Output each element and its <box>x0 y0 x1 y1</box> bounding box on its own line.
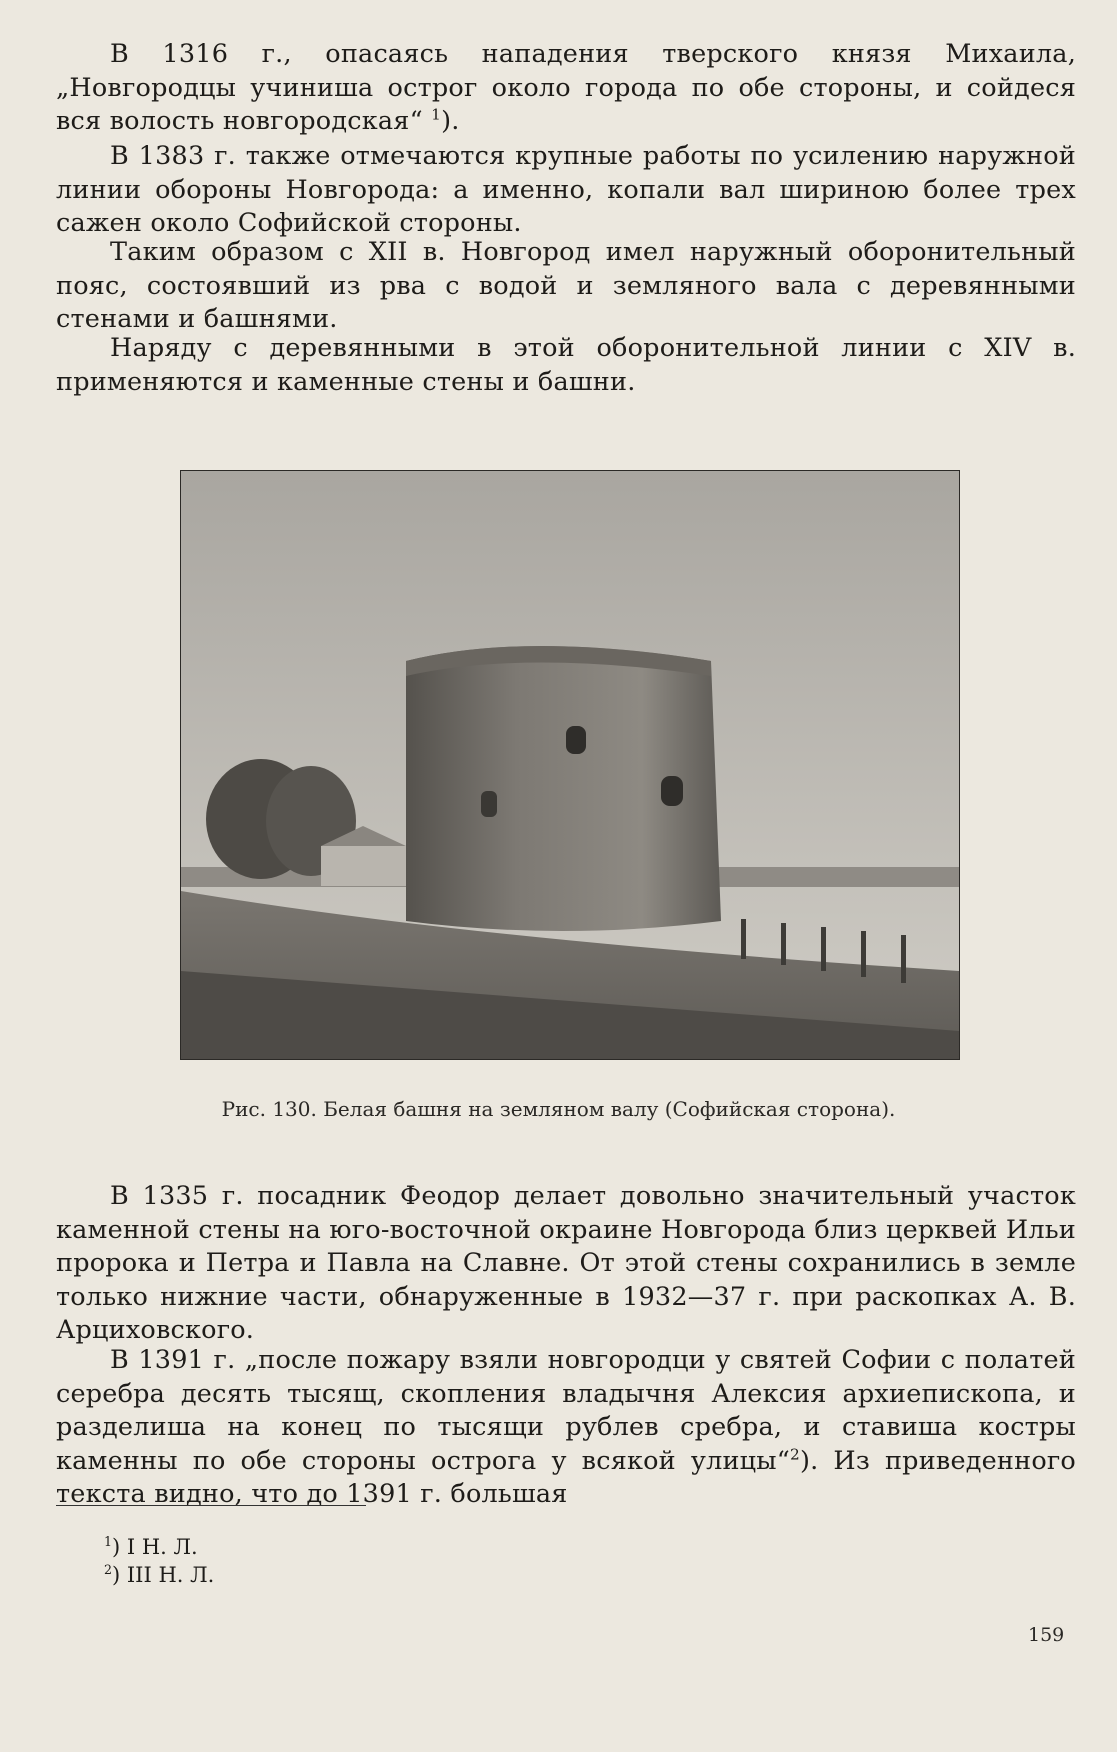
footnotes <box>104 1533 214 1589</box>
photo-illustration <box>181 471 959 1059</box>
paragraph-5-text: В 1335 г. посадник Феодор делает довольно значительный участок каменной стены на юго-восточной окраине Новгорода близ церквей Ильи пророка и Петра и Павла на Славне. От этой стены сохранились в земле только нижние части, обнаруженные в 1932—37 г. при раскопках А. В. Арциховского. <box>56 1181 1076 1346</box>
figure-caption: Рис. 130. Белая башня на земляном валу (Софийская сторона). <box>221 1097 896 1121</box>
page-number: 159 <box>1028 1624 1065 1646</box>
footnote-2-text: ) III Н. Л. <box>112 1563 215 1587</box>
paragraph-1 <box>56 38 1076 139</box>
paragraph-5 <box>56 1180 1076 1348</box>
footnote-1-marker: 1 <box>104 1534 113 1549</box>
paragraph-3-text: Таким образом с XII в. Новгород имел наружный оборонительный пояс, состоявший из рва с водой и земляного вала с деревянными стенами и башнями. <box>56 237 1076 335</box>
photo-white-tower <box>180 470 960 1060</box>
footnote-2 <box>104 1561 214 1589</box>
footnote-divider <box>56 1505 366 1506</box>
footnote-1-text: ) I Н. Л. <box>112 1535 198 1559</box>
paragraph-2 <box>56 140 1076 241</box>
footnote-ref-1: 1 <box>431 105 442 124</box>
footnote-2-marker: 2 <box>104 1562 113 1577</box>
paragraph-6-tail: ). Из приведенного текста видно, что до 1391 г. большая <box>56 1445 1076 1510</box>
paragraph-3 <box>56 236 1076 337</box>
paragraph-1-text: В 1316 г., опасаясь нападения тверского князя Михаила, „Новгородцы учиниша острог около города по обе стороны, и сойдеся вся волость новгородская“ <box>56 39 1076 137</box>
paragraph-6 <box>56 1344 1076 1512</box>
paragraph-1-tail: ). <box>441 106 460 137</box>
paragraph-6-text: В 1391 г. „после пожару взяли новгородци у святей Софии с полатей серебра десять тысящ, скопления владычня Алексия архиепископа, и разделиша на конец по тысящи рублев сребра, и ставиша костры каменны по обе стороны острога у всякой улицы“ <box>56 1345 1076 1476</box>
footnote-ref-2: 2 <box>790 1445 800 1464</box>
paragraph-4 <box>56 332 1076 399</box>
paragraph-4-text: Наряду с деревянными в этой оборонительной линии с XIV в. применяются и каменные стены и башни. <box>56 333 1076 397</box>
footnote-1 <box>104 1533 214 1561</box>
paragraph-2-text: В 1383 г. также отмечаются крупные работы по усилению наружной линии обороны Новгорода: а именно, копали вал шириною более трех сажен около Софийской стороны. <box>56 141 1076 239</box>
